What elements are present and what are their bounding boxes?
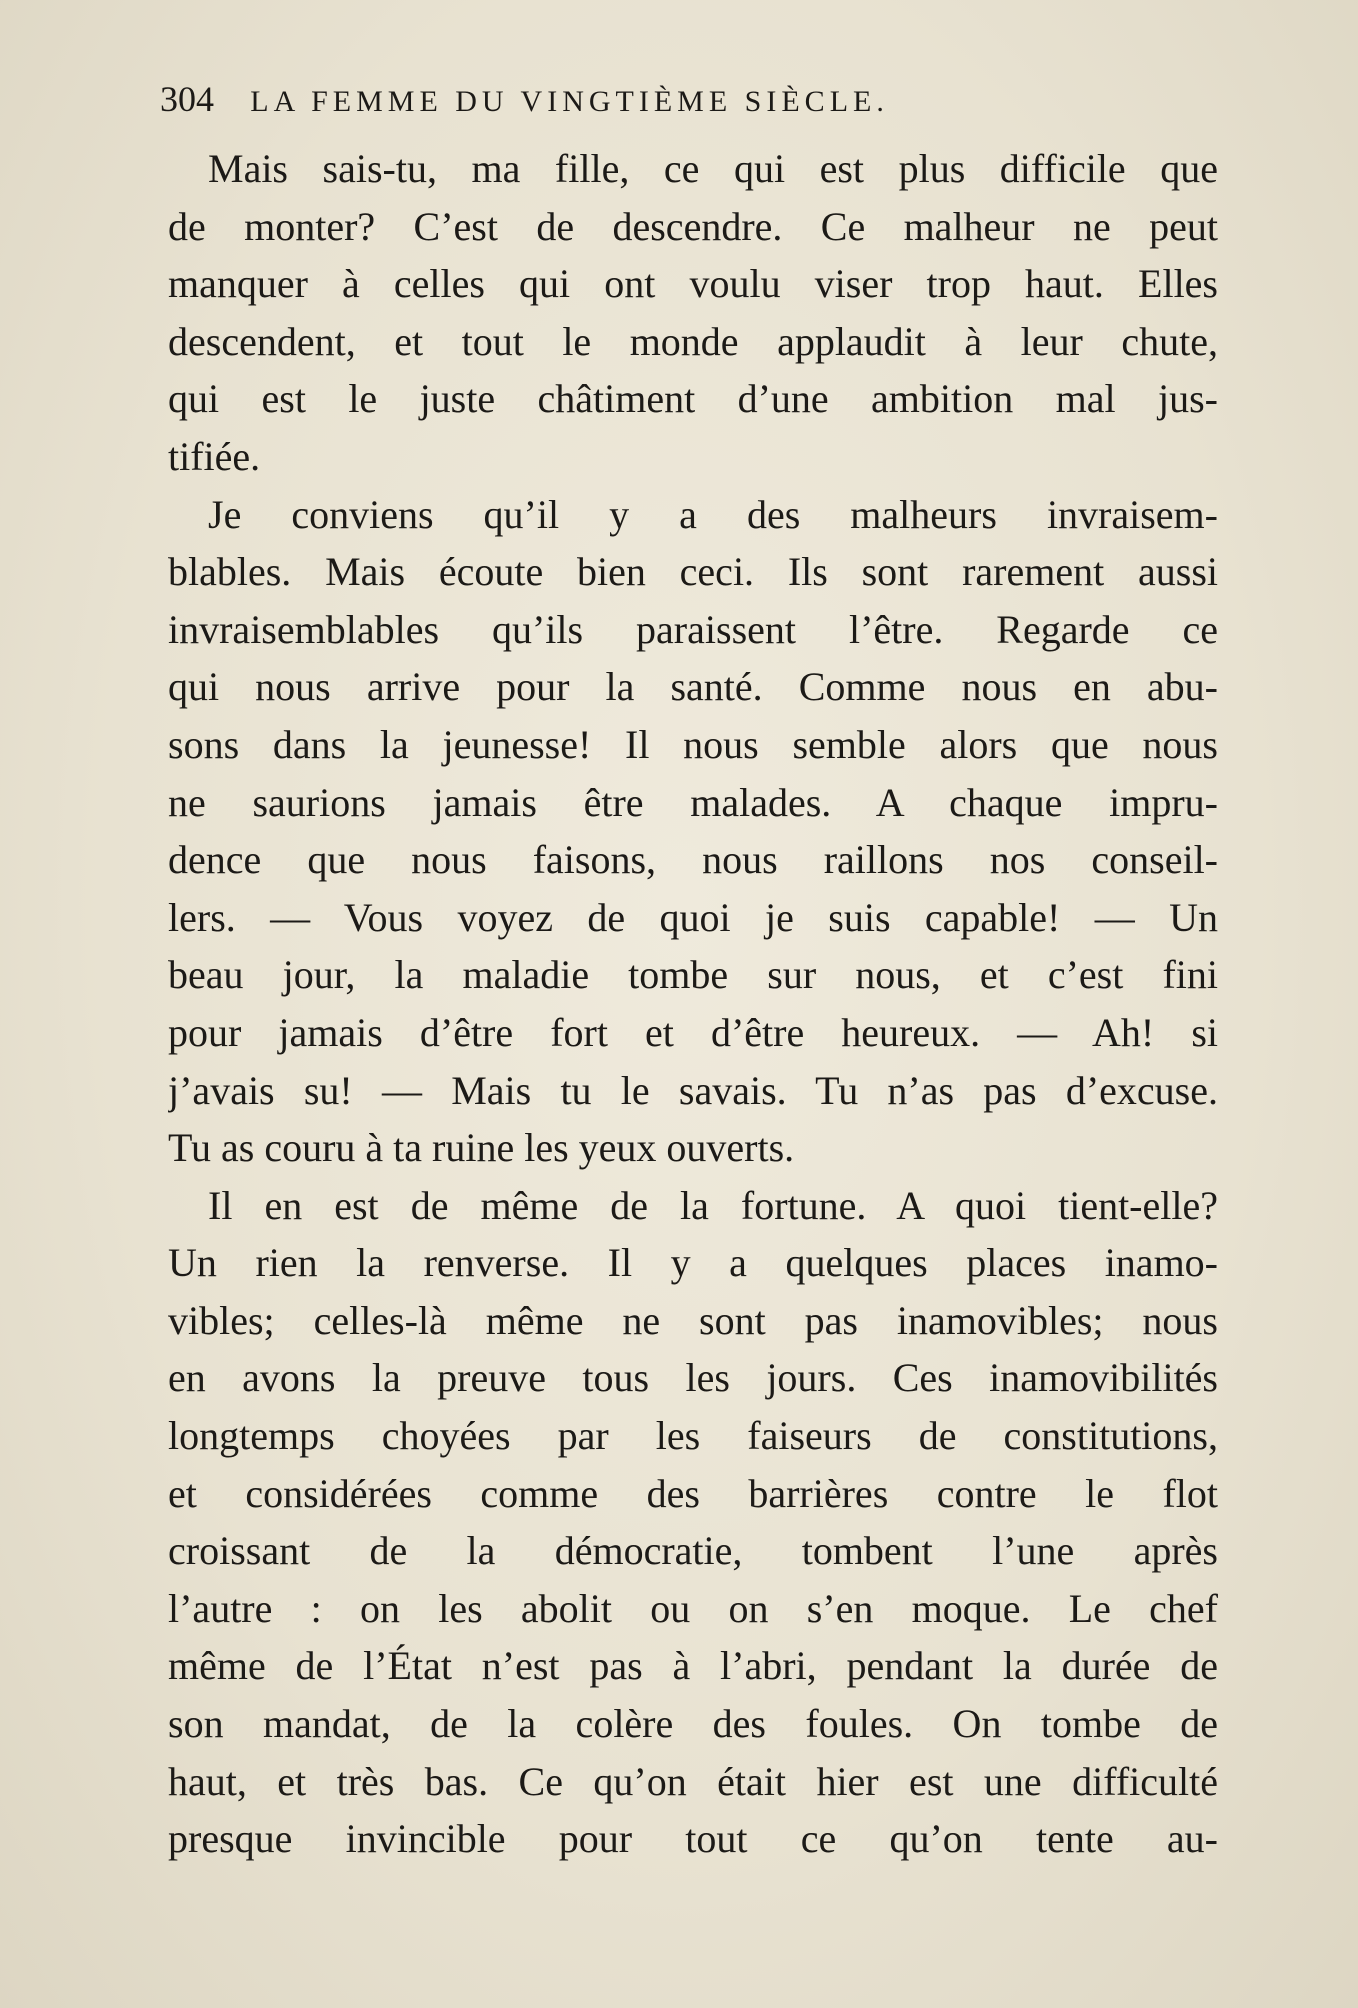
text-line: qui est le juste châtiment d’une ambition mal jus- xyxy=(168,376,1218,422)
text-line: de monter? C’est de descendre. Ce malheur ne peut xyxy=(168,203,1218,249)
body-text xyxy=(168,140,1218,1868)
text-line: beau jour, la maladie tombe sur nous, et c’est fini xyxy=(168,952,1218,998)
text-line: invraisemblables qu’ils paraissent l’être. Regarde ce xyxy=(168,606,1218,652)
text-line: j’avais su! — Mais tu le savais. Tu n’as pas d’excuse. xyxy=(168,1067,1218,1113)
text-line: en avons la preuve tous les jours. Ces inamovibilités xyxy=(168,1355,1218,1401)
text-line: sons dans la jeunesse! Il nous semble alors que nous xyxy=(168,721,1218,767)
text-line: tifiée. xyxy=(168,433,261,479)
text-line: croissant de la démocratie, tombent l’une après xyxy=(168,1528,1218,1574)
text-line: longtemps choyées par les faiseurs de constitutions, xyxy=(168,1413,1218,1459)
text-line: pour jamais d’être fort et d’être heureux. — Ah! si xyxy=(168,1009,1218,1055)
text-line: Un rien la renverse. Il y a quelques places inamo- xyxy=(168,1240,1218,1286)
text-line: qui nous arrive pour la santé. Comme nous en abu- xyxy=(168,664,1218,710)
text-line: lers. — Vous voyez de quoi je suis capable! — Un xyxy=(168,894,1218,940)
paragraph-2 xyxy=(168,486,1218,1177)
text-line: Tu as couru à ta ruine les yeux ouverts. xyxy=(168,1125,795,1171)
text-line: presque invincible pour tout ce qu’on tente au- xyxy=(168,1816,1218,1862)
paragraph-1 xyxy=(168,140,1218,486)
text-line: Mais sais-tu, ma fille, ce qui est plus difficile que xyxy=(208,146,1218,191)
paragraph-3 xyxy=(168,1177,1218,1868)
text-line: Je conviens qu’il y a des malheurs invraisem- xyxy=(208,491,1218,537)
running-head xyxy=(160,78,1220,120)
text-line: haut, et très bas. Ce qu’on était hier est une difficulté xyxy=(168,1758,1218,1804)
running-title: LA FEMME DU VINGTIÈME SIÈCLE. xyxy=(250,85,889,118)
page-number: 304 xyxy=(160,79,214,119)
text-line: l’autre : on les abolit ou on s’en moque. Le chef xyxy=(168,1585,1218,1631)
text-line: Il en est de même de la fortune. A quoi tient-elle? xyxy=(208,1182,1218,1228)
text-line: vibles; celles-là même ne sont pas inamovibles; nous xyxy=(168,1297,1218,1343)
text-line: même de l’État n’est pas à l’abri, pendant la durée de xyxy=(168,1643,1218,1689)
text-line: dence que nous faisons, nous raillons nos conseil- xyxy=(168,837,1218,883)
text-line: descendent, et tout le monde applaudit à leur chute, xyxy=(168,318,1218,364)
text-line: manquer à celles qui ont voulu viser trop haut. Elles xyxy=(168,261,1218,307)
text-line: ne saurions jamais être malades. A chaque impru- xyxy=(168,779,1218,825)
text-line: son mandat, de la colère des foules. On tombe de xyxy=(168,1701,1218,1747)
text-line: blables. Mais écoute bien ceci. Ils sont rarement aussi xyxy=(168,549,1218,595)
text-line: et considérées comme des barrières contre le flot xyxy=(168,1470,1218,1516)
